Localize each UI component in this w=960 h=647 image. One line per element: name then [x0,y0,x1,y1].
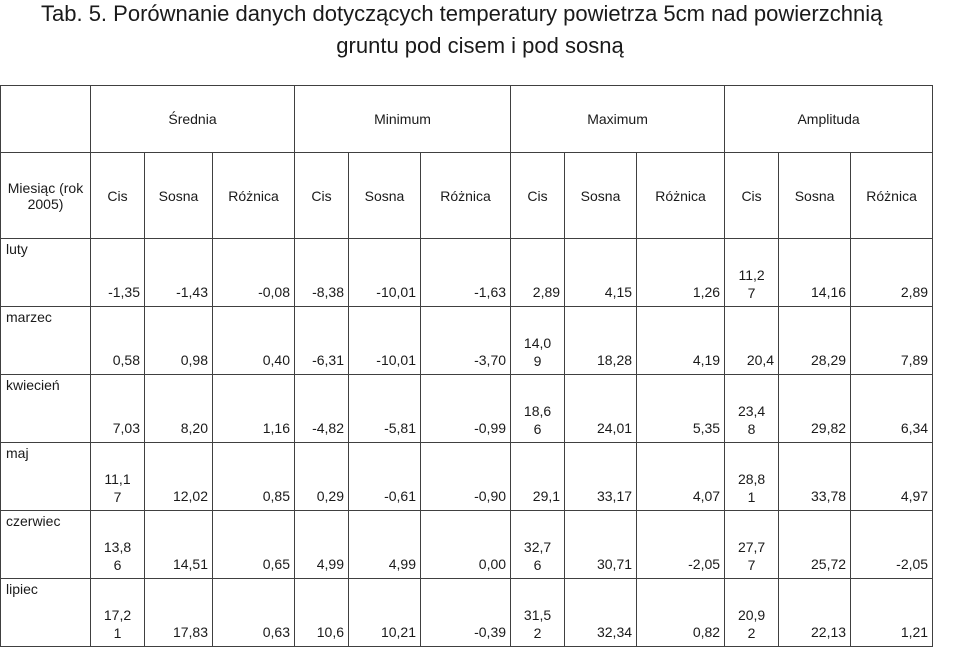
value-cell: 4,15 [565,239,637,307]
value-cell: -2,05 [637,511,725,579]
value-cell: 1,16 [213,375,295,443]
value-cell: 14,09 [511,307,565,375]
value-cell: -0,90 [421,443,511,511]
value-cell: 0,85 [213,443,295,511]
column-header: Różnica [421,153,511,239]
value-cell: 0,58 [91,307,145,375]
value-cell: 0,82 [637,579,725,647]
value-cell: 32,76 [511,511,565,579]
column-header: Sosna [349,153,421,239]
value-cell: 4,97 [851,443,933,511]
value-cell: 1,26 [637,239,725,307]
group-header: Średnia [91,86,295,153]
value-cell: 4,19 [637,307,725,375]
value-cell: 6,34 [851,375,933,443]
value-cell: 20,92 [725,579,779,647]
value-cell: -5,81 [349,375,421,443]
column-header: Sosna [565,153,637,239]
value-cell: 33,78 [779,443,851,511]
value-cell: 13,86 [91,511,145,579]
value-cell: 4,99 [295,511,349,579]
value-cell: 27,77 [725,511,779,579]
column-header: Różnica [851,153,933,239]
value-cell: 0,40 [213,307,295,375]
table-row [1,443,933,511]
value-cell: -2,05 [851,511,933,579]
group-header: Minimum [295,86,511,153]
column-header: Cis [511,153,565,239]
value-cell: -0,39 [421,579,511,647]
month-column-header: Miesiąc (rok 2005) [1,153,91,239]
value-cell: 12,02 [145,443,213,511]
value-cell: 14,51 [145,511,213,579]
month-cell: marzec [1,307,91,375]
value-cell: 0,63 [213,579,295,647]
value-cell: 4,99 [349,511,421,579]
value-cell: -1,43 [145,239,213,307]
value-cell: 2,89 [511,239,565,307]
value-cell: 28,29 [779,307,851,375]
value-cell: 20,4 [725,307,779,375]
value-cell: 18,28 [565,307,637,375]
value-cell: 23,48 [725,375,779,443]
month-cell: maj [1,443,91,511]
value-cell: -8,38 [295,239,349,307]
month-cell: lipiec [1,579,91,647]
value-cell: 14,16 [779,239,851,307]
value-cell: 30,71 [565,511,637,579]
value-cell: 8,20 [145,375,213,443]
value-cell: 11,27 [725,239,779,307]
value-cell: 7,89 [851,307,933,375]
table-row [1,511,933,579]
column-header: Cis [725,153,779,239]
data-table [0,85,933,647]
value-cell: 33,17 [565,443,637,511]
value-cell: -10,01 [349,307,421,375]
value-cell: -10,01 [349,239,421,307]
value-cell: 24,01 [565,375,637,443]
column-header: Różnica [213,153,295,239]
title-line-2: gruntu pod cisem i pod sosną [336,33,624,58]
value-cell: 0,29 [295,443,349,511]
value-cell: -0,61 [349,443,421,511]
value-cell: -1,63 [421,239,511,307]
column-header: Cis [295,153,349,239]
column-header: Sosna [145,153,213,239]
table-row [1,579,933,647]
value-cell: 32,34 [565,579,637,647]
value-cell: 29,82 [779,375,851,443]
value-cell: 0,00 [421,511,511,579]
value-cell: 0,65 [213,511,295,579]
corner-cell [1,86,91,153]
value-cell: 5,35 [637,375,725,443]
group-header: Maximum [511,86,725,153]
value-cell: -3,70 [421,307,511,375]
value-cell: 10,21 [349,579,421,647]
value-cell: 17,21 [91,579,145,647]
table-row [1,375,933,443]
value-cell: 10,6 [295,579,349,647]
month-cell: kwiecień [1,375,91,443]
header-row-columns [1,153,933,239]
value-cell: 1,21 [851,579,933,647]
value-cell: 18,66 [511,375,565,443]
value-cell: 29,1 [511,443,565,511]
month-cell: czerwiec [1,511,91,579]
value-cell: -0,08 [213,239,295,307]
group-header: Amplituda [725,86,933,153]
month-cell: luty [1,239,91,307]
value-cell: 31,52 [511,579,565,647]
value-cell: -1,35 [91,239,145,307]
value-cell: -6,31 [295,307,349,375]
column-header: Cis [91,153,145,239]
value-cell: 11,17 [91,443,145,511]
table-row [1,307,933,375]
value-cell: 28,81 [725,443,779,511]
value-cell: -4,82 [295,375,349,443]
value-cell: 17,83 [145,579,213,647]
value-cell: 25,72 [779,511,851,579]
value-cell: 2,89 [851,239,933,307]
title-line-1: Tab. 5. Porównanie danych dotyczących temperatury powietrza 5cm nad powierzchnią [41,1,883,26]
value-cell: 0,98 [145,307,213,375]
column-header: Różnica [637,153,725,239]
value-cell: -0,99 [421,375,511,443]
column-header: Sosna [779,153,851,239]
value-cell: 7,03 [91,375,145,443]
header-row-groups [1,86,933,153]
value-cell: 22,13 [779,579,851,647]
value-cell: 4,07 [637,443,725,511]
table-row [1,239,933,307]
